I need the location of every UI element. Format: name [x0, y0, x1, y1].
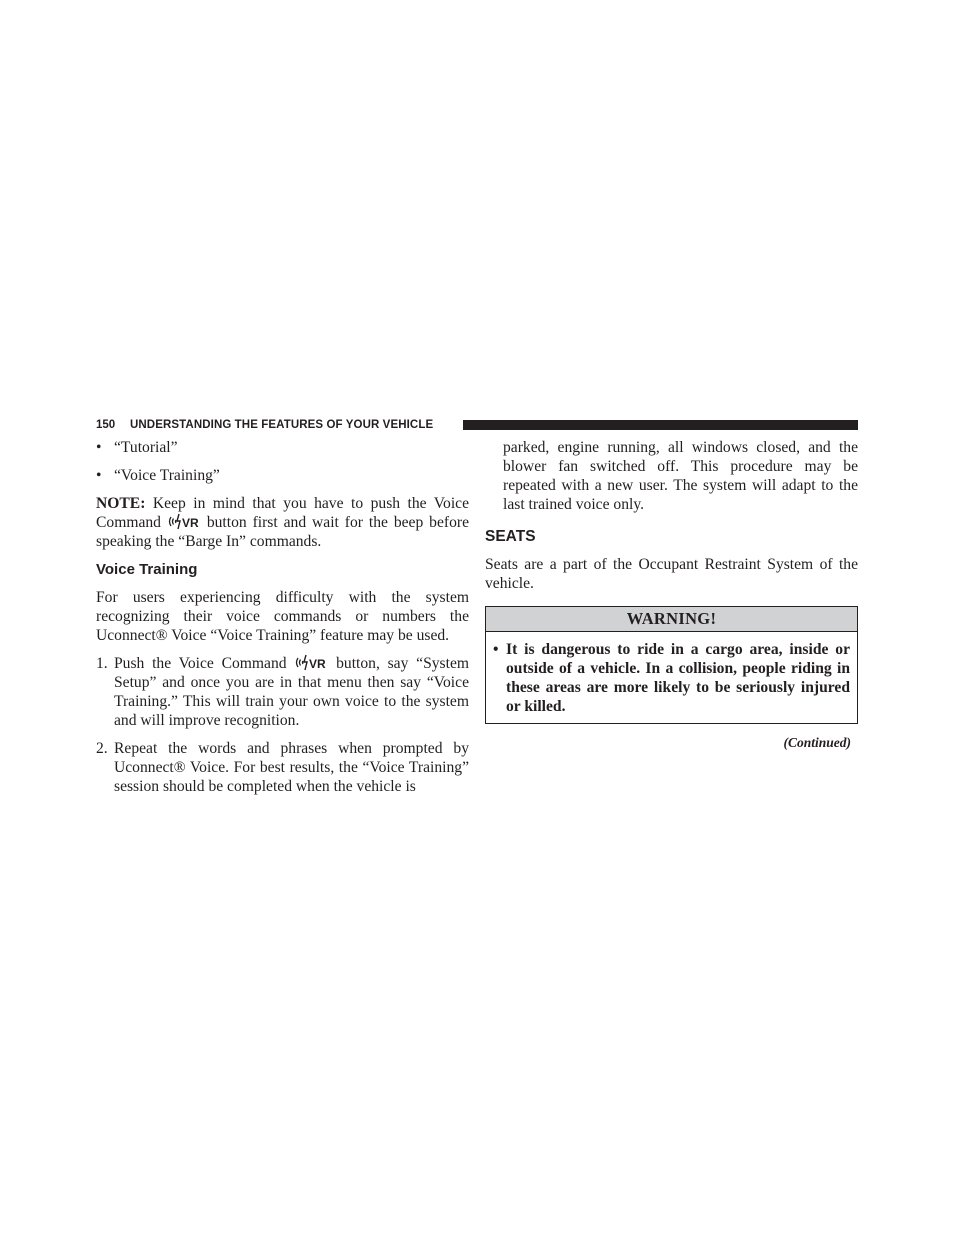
step-number: 2. [96, 740, 108, 757]
list-item-step-1 [96, 654, 469, 730]
note-paragraph [96, 494, 469, 551]
voice-training-paragraph: For users experiencing difficulty with the system recognizing their voice commands or numbers the Uconnect® Voice “Voice Training” feature may be used. [96, 589, 469, 644]
step-text-after: button, say “System Setup” and once you are in that menu then say “Voice Training.” This will train your own voice to the system and will improve recognition. [114, 655, 470, 729]
header-rule [463, 420, 858, 430]
note-text-before: Keep in mind that you have to push the Voice Command [96, 495, 469, 531]
list-item [96, 466, 469, 485]
left-column [96, 438, 469, 796]
section-title: UNDERSTANDING THE FEATURES OF YOUR VEHICLE [130, 419, 434, 431]
section-heading-seats: SEATS [485, 528, 536, 545]
continued-paragraph: parked, engine running, all windows closed, and the blower fan switched off. This procedure may be repeated with a new user. The system will adapt to the last trained voice only. [503, 439, 858, 513]
warning-item-text: It is dangerous to ride in a cargo area, inside or outside of a vehicle. In a collision, people riding in these areas are more likely to be seriously injured or killed. [506, 641, 850, 715]
voice-command-vr-icon [294, 654, 328, 671]
bullet-text: “Tutorial” [114, 439, 178, 456]
subheading-voice-training: Voice Training [96, 561, 198, 578]
step-number: 1. [96, 655, 108, 672]
continued-label: (Continued) [783, 735, 851, 750]
step-text-before: Push the Voice Command [114, 655, 287, 672]
warning-box [485, 606, 858, 724]
bullet-text: “Voice Training” [114, 467, 220, 484]
list-item-step-2 [96, 739, 469, 796]
seats-paragraph: Seats are a part of the Occupant Restraint System of the vehicle. [485, 556, 858, 592]
warning-item [493, 640, 850, 716]
page-header [96, 418, 858, 432]
step-text: Repeat the words and phrases when prompted by Uconnect® Voice. For best results, the “Voice Training” session should be completed when the vehicle is [114, 740, 469, 795]
bullet-glyph: • [96, 439, 102, 456]
voice-command-vr-icon [167, 513, 201, 530]
list-item [96, 438, 469, 457]
svg-text:VR: VR [181, 516, 199, 530]
note-label: NOTE: [96, 495, 146, 512]
warning-body [486, 632, 857, 723]
right-column [485, 438, 858, 751]
warning-title: WARNING! [486, 607, 857, 632]
page-number: 150 [96, 419, 116, 431]
bullet-glyph: • [96, 467, 102, 484]
bullet-glyph: • [493, 641, 499, 658]
svg-text:VR: VR [309, 657, 327, 671]
note-text-after: button first and wait for the beep before speaking the “Barge In” commands. [96, 514, 470, 550]
